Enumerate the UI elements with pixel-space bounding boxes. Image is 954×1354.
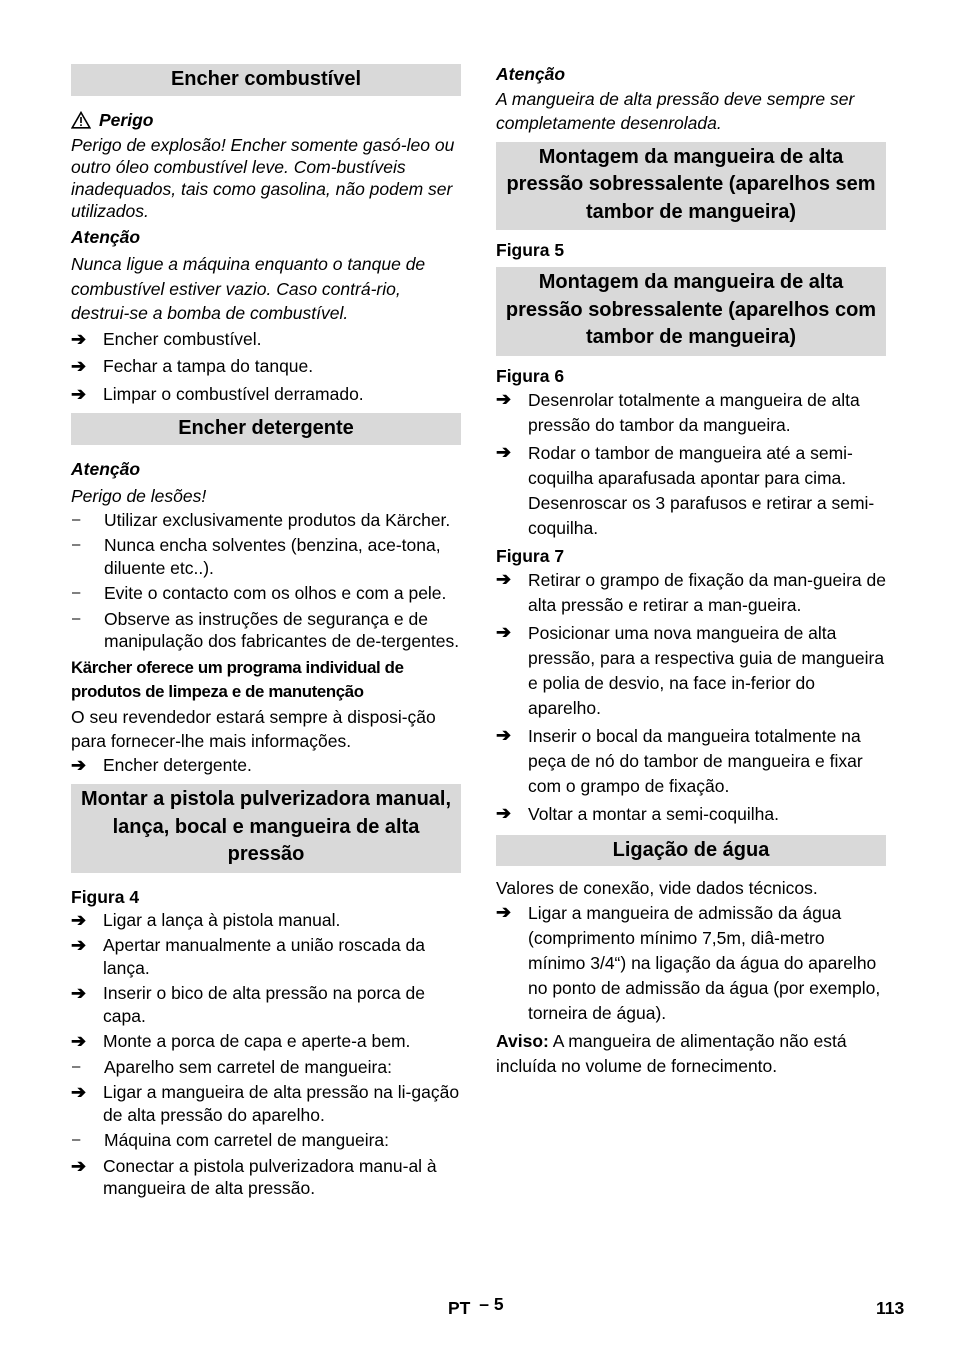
- section-heading-water: Ligação de água: [496, 835, 886, 867]
- figure-5-label: Figura 5: [496, 240, 565, 260]
- list-item: [71, 355, 461, 378]
- step-text: Máquina com carretel de mangueira:: [104, 1130, 390, 1150]
- arrow-right-icon: ➔: [496, 724, 512, 745]
- danger-label: Perigo: [99, 109, 154, 130]
- arrow-right-icon: ➔: [496, 901, 512, 922]
- step-text: Conectar a pistola pulverizadora manu-al à mangueira de alta pressão.: [103, 1155, 437, 1198]
- step-text: Encher combustível.: [103, 328, 262, 349]
- arrow-right-icon: ➔: [71, 1082, 87, 1102]
- footer-language: [448, 1294, 504, 1319]
- list-item: – Evite o contacto com os olhos e com a pele.: [72, 583, 447, 603]
- list-item: ➔ Encher detergente.: [71, 754, 252, 775]
- step-text: Monte a porca de capa e aperte-a bem.: [103, 1031, 411, 1051]
- detergent-rules-list: [71, 509, 461, 653]
- note-label: Aviso:: [496, 1030, 549, 1051]
- arrow-right-icon: ➔: [71, 1155, 87, 1176]
- arrow-right-icon: ➔: [496, 441, 512, 462]
- fig7-steps-list: [496, 568, 886, 827]
- figure-6-label: Figura 6: [496, 365, 565, 386]
- list-item: [71, 934, 461, 979]
- figure-4-label: Figura 4: [71, 886, 140, 907]
- arrow-right-icon: ➔: [71, 1031, 87, 1051]
- dash-marker: –: [72, 584, 81, 601]
- right-column: [496, 64, 886, 1079]
- step-text: Limpar o combustível derramado.: [103, 383, 364, 404]
- dash-marker: –: [72, 510, 81, 528]
- arrow-right-icon: ➔: [496, 388, 512, 409]
- step-text: Aparelho sem carretel de mangueira:: [104, 1056, 392, 1077]
- footer-section-number: – 5: [479, 1294, 504, 1314]
- dash-marker: –: [72, 609, 81, 627]
- warning-triangle-icon: [71, 111, 91, 129]
- arrow-right-icon: ➔: [71, 356, 87, 376]
- attention-label: Atenção: [496, 64, 566, 84]
- list-item: [71, 982, 461, 1027]
- list-item: [71, 1081, 461, 1126]
- dealer-text: O seu revendedor estará sempre à disposi-ção para fornecer-lhe mais informações.: [71, 706, 436, 751]
- arrow-right-icon: ➔: [71, 383, 87, 404]
- arrow-right-icon: ➔: [71, 935, 87, 955]
- danger-text: Perigo de explosão! Encher somente gasó-leo ou outro óleo combustível leve. Com-bustíveis inadequados, tais como gasolina, não podem ser utilizados.: [71, 134, 455, 221]
- list-item: ➔ Retirar o grampo de fixação da man-gueira de alta pressão e retirar a man-gueira.: [496, 568, 886, 615]
- section-heading-detergent: Encher detergente: [71, 413, 461, 445]
- list-item: – Nunca encha solventes (benzina, ace-tona, diluente etc..).: [72, 535, 441, 578]
- list-item: [71, 1030, 461, 1053]
- arrow-right-icon: ➔: [496, 802, 512, 823]
- step-text: Ligar a lança à pistola manual.: [103, 909, 341, 930]
- step-text: Ligar a mangueira de alta pressão na li-gação de alta pressão do aparelho.: [103, 1082, 460, 1125]
- step-text: Fechar a tampa do tanque.: [103, 356, 314, 376]
- list-item: [71, 1056, 461, 1079]
- attention-text: Perigo de lesões!: [71, 486, 207, 506]
- attention-label: Atenção: [71, 226, 141, 247]
- section-heading-mount: Montar a pistola pulverizadora manual, lança, bocal e mangueira de alta pressão: [71, 784, 461, 873]
- step-text: Inserir o bico de alta pressão na porca de capa.: [103, 983, 425, 1026]
- attention-label: Atenção: [71, 458, 141, 479]
- list-item: [71, 909, 461, 932]
- left-column: [71, 64, 461, 1203]
- arrow-right-icon: ➔: [71, 909, 87, 930]
- step-text: Apertar manualmente a união roscada da lança.: [103, 935, 426, 978]
- list-item: ➔ Ligar a mangueira de admissão da água (comprimento mínimo 7,5m, diâ-metro mínimo 3/4“) na ligação da água do aparelho no ponto de admissão da água (por exemplo, torneira de água).: [496, 901, 881, 1023]
- dash-marker: –: [72, 1057, 81, 1075]
- arrow-right-icon: ➔: [496, 568, 512, 589]
- list-item: ➔ Desenrolar totalmente a mangueira de alta pressão do tambor da mangueira.: [496, 388, 860, 435]
- arrow-right-icon: ➔: [496, 621, 512, 642]
- section-heading-fuel: Encher combustível: [71, 64, 461, 96]
- attention-text: Nunca ligue a máquina enquanto o tanque de combustível estiver vazio. Caso contrá-rio, destrui-se a bomba de combustível.: [71, 254, 426, 323]
- dash-marker: –: [72, 536, 81, 553]
- list-item: ➔ Voltar a montar a semi-coquilha.: [496, 802, 779, 824]
- list-item: [71, 1155, 461, 1200]
- fuel-steps-list: [71, 328, 461, 406]
- list-item: ➔ Inserir o bocal da mangueira totalmente na peça de nó do tambor de mangueira e fixar com o grampo de fixação.: [496, 724, 863, 796]
- footer-language-code: PT: [448, 1298, 471, 1318]
- page-number: 113: [876, 1298, 905, 1318]
- arrow-right-icon: ➔: [71, 983, 87, 1003]
- arrow-right-icon: ➔: [71, 754, 87, 775]
- section-heading-spare-drum: Montagem da mangueira de alta pressão sobressalente (aparelhos com tambor de mangueira): [496, 267, 886, 356]
- karcher-offer-heading: Kärcher oferece um programa individual de produtos de limpeza e de manutenção: [71, 657, 404, 701]
- dash-marker: –: [72, 1131, 81, 1148]
- list-item: – Observe as instruções de segurança e de manipulação dos fabricantes de de-tergentes.: [72, 608, 460, 651]
- list-item: [71, 328, 461, 351]
- section-heading-spare-no-drum: Montagem da mangueira de alta pressão sobressalente (aparelhos sem tambor de mangueira): [496, 142, 886, 231]
- danger-title: [71, 108, 461, 132]
- list-item: ➔ Posicionar uma nova mangueira de alta pressão, para a respectiva guia de mangueira e polia de desvio, na face in-ferior do aparelho.: [496, 621, 885, 718]
- water-values-text: Valores de conexão, vide dados técnicos.: [496, 878, 818, 898]
- attention-text: A mangueira de alta pressão deve sempre ser completamente desenrolada.: [496, 88, 855, 133]
- fig6-steps-list: [496, 388, 886, 541]
- list-item: [71, 1129, 461, 1152]
- list-item: – Utilizar exclusivamente produtos da Kärcher.: [72, 509, 451, 530]
- mount-steps-list: [71, 909, 461, 1200]
- list-item: [71, 383, 461, 406]
- figure-7-label: Figura 7: [496, 545, 565, 566]
- list-item: ➔ Rodar o tambor de mangueira até a semi-coquilha aparafusada apontar para cima. Desenroscar os 3 parafusos e retirar a semi-coquilha.: [496, 441, 875, 538]
- note-paragraph: [496, 1029, 886, 1079]
- note-text: A mangueira de alimentação não está incluída no volume de fornecimento.: [496, 1030, 847, 1076]
- arrow-right-icon: ➔: [71, 328, 87, 349]
